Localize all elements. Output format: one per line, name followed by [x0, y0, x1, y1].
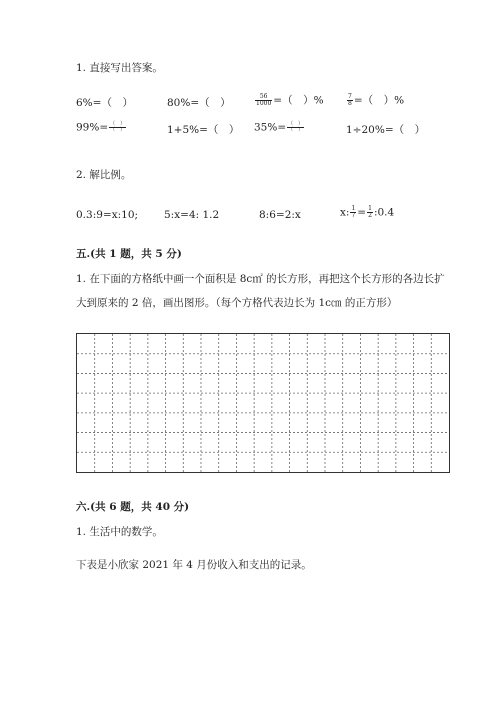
expression: 99%=	[76, 121, 109, 134]
denominator: 7	[351, 212, 356, 219]
section6-question1: 1. 生活中的数学。	[76, 526, 163, 538]
fraction	[367, 206, 373, 219]
denominator: 8	[348, 100, 352, 107]
q1-item-6-percent: 6%=（ ）	[76, 97, 133, 109]
answer-blank: =（ ）%	[353, 94, 405, 107]
q1-title: 1. 直接写出答案。	[76, 62, 163, 74]
fraction	[287, 122, 304, 133]
section6-description: 下表是小欣家 2021 年 4 月份收入和支出的记录。	[76, 559, 312, 571]
answer-blank: =（ ）%	[273, 94, 324, 107]
q2-proportion-c: 8:6=2:x	[259, 209, 301, 221]
q1-item-99-percent	[76, 122, 127, 133]
q1-item-1-plus-5-percent: 1+5%=（ ）	[167, 124, 240, 136]
section5-question-line1: 1. 在下面的方格纸中画一个面积是 8c㎡ 的长方形，再把这个长方形的各边长扩	[76, 273, 445, 285]
q2-proportion-b: 5:x=4: 1.2	[164, 209, 220, 221]
section6-heading: 六.(共 6 题，共 40 分)	[76, 501, 190, 513]
denominator: 2	[368, 212, 372, 219]
fraction	[350, 206, 356, 219]
q2-proportion-d	[340, 206, 394, 219]
section5-heading: 五.(共 1 题，共 5 分)	[76, 248, 182, 260]
expression-tail: :0.4	[373, 206, 395, 219]
numerator: （ ）	[288, 121, 304, 127]
q1-item-35-percent	[254, 122, 305, 133]
expression: x:	[340, 206, 350, 219]
fraction	[255, 94, 272, 107]
section5-question-line2: 大到原来的 2 倍，画出图形。（每个方格代表边长为 1c㎝ 的正方形）	[76, 297, 398, 309]
q2-title: 2. 解比例。	[76, 169, 132, 181]
grid-lines	[77, 334, 449, 472]
fraction	[109, 122, 126, 133]
q2-proportion-a: 0.3:9=x:10;	[76, 209, 139, 221]
denominator: 1000	[256, 100, 272, 107]
numerator: 56	[255, 94, 272, 101]
q1-item-fraction-56	[254, 94, 324, 107]
denominator: （ ）	[110, 127, 126, 133]
equals-sign: =	[357, 206, 367, 219]
numerator: 1	[368, 205, 372, 212]
q1-item-1-div-20-percent: 1÷20%=（ ）	[346, 124, 426, 136]
q1-item-fraction-7-8	[346, 94, 404, 107]
numerator: 7	[348, 93, 352, 100]
denominator: （ ）	[288, 127, 304, 133]
expression: 35%=	[254, 121, 287, 134]
q1-item-80-percent: 80%=（ ）	[167, 97, 231, 109]
fraction	[347, 94, 353, 107]
numerator: （ ）	[110, 121, 126, 127]
numerator: 1	[351, 205, 356, 212]
grid-paper[interactable]	[76, 333, 450, 473]
